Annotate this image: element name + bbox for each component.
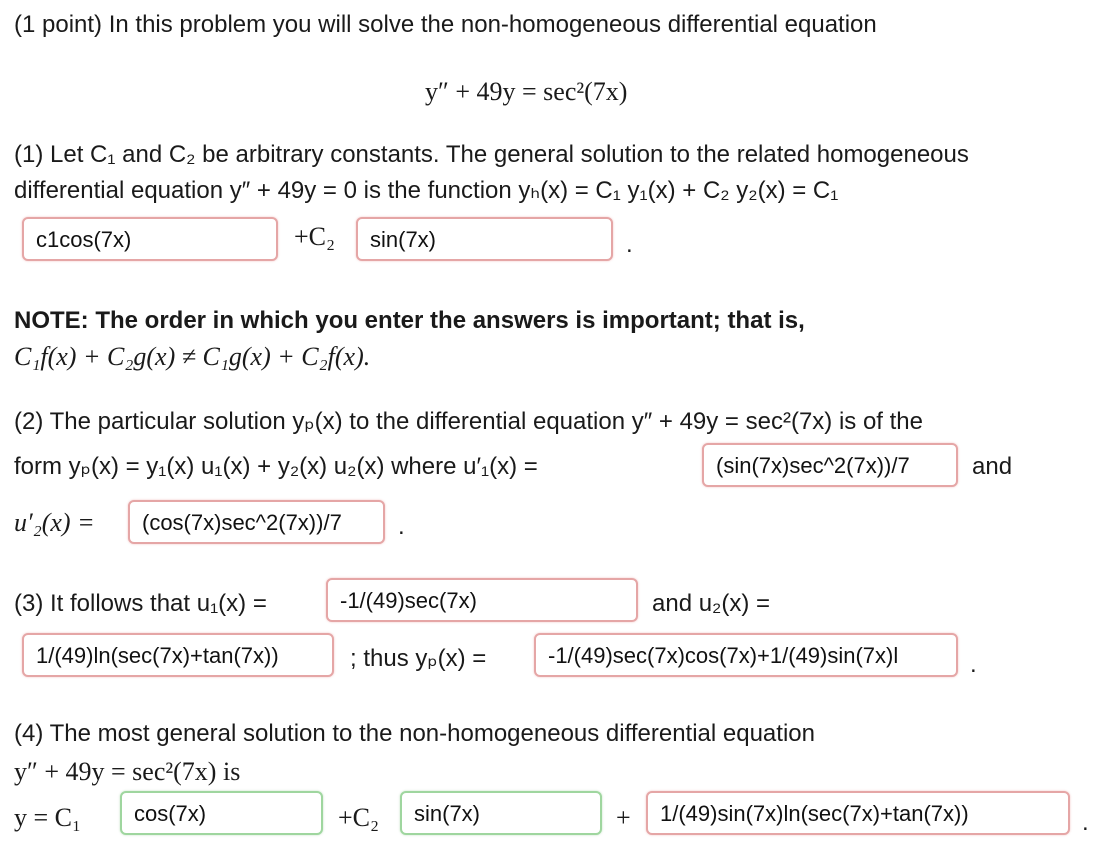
- part4-line2: y″ + 49y = sec²(7x) is: [14, 757, 241, 786]
- answer-u1-input[interactable]: -1/(49)sec(7x): [326, 578, 638, 622]
- answer-c-input[interactable]: 1/(49)sin(7x)ln(sec(7x)+tan(7x)): [646, 791, 1070, 835]
- part1-line1: (1) Let C₁ and C₂ be arbitrary constants. The general solution to the related homogeneous: [14, 141, 969, 168]
- period: .: [1082, 809, 1089, 836]
- answer-u2-input[interactable]: 1/(49)ln(sec(7x)+tan(7x)): [22, 633, 334, 677]
- answer-y2-input[interactable]: sin(7x): [356, 217, 613, 261]
- answer-u1-prime-input[interactable]: (sin(7x)sec^2(7x))/7: [702, 443, 958, 487]
- part1-line2: differential equation y″ + 49y = 0 is the function yₕ(x) = C₁ y₁(x) + C₂ y₂(x) = C₁: [14, 177, 839, 204]
- period: .: [970, 651, 977, 678]
- and-label: and: [972, 453, 1013, 480]
- plus-c2-label: +C₂: [294, 222, 336, 251]
- answer-a-input[interactable]: cos(7x): [120, 791, 323, 835]
- thus-yp-label: ; thus yₚ(x) =: [350, 645, 487, 672]
- answer-yp-input[interactable]: -1/(49)sec(7x)cos(7x)+1/(49)sin(7x)l: [534, 633, 958, 677]
- part4-line1: (4) The most general solution to the non-homogeneous differential equation: [14, 720, 815, 747]
- plus-c2-label: +C₂: [338, 803, 380, 832]
- period: .: [626, 231, 633, 258]
- answer-u2-prime-input[interactable]: (cos(7x)sec^2(7x))/7: [128, 500, 385, 544]
- note-line2: C₁f(x) + C₂g(x) ≠ C₁g(x) + C₂f(x).: [14, 342, 371, 371]
- u2-prime-label: u′₂(x) =: [14, 508, 95, 537]
- main-equation: y″ + 49y = sec²(7x): [425, 77, 628, 106]
- part2-line1: (2) The particular solution yₚ(x) to the differential equation y″ + 49y = sec²(7x) is of the: [14, 408, 923, 435]
- and-u2-label: and u₂(x) =: [652, 590, 771, 617]
- part3-line1: (3) It follows that u₁(x) =: [14, 590, 267, 617]
- problem-intro: (1 point) In this problem you will solve the non-homogeneous differential equation: [14, 11, 877, 38]
- note-line1: NOTE: The order in which you enter the answers is important; that is,: [14, 307, 805, 334]
- plus-label: +: [616, 803, 631, 832]
- period: .: [398, 513, 405, 540]
- answer-y1-input[interactable]: c1cos(7x): [22, 217, 278, 261]
- answer-b-input[interactable]: sin(7x): [400, 791, 602, 835]
- y-equals-c1-label: y = C₁: [14, 803, 82, 832]
- part2-line2: form yₚ(x) = y₁(x) u₁(x) + y₂(x) u₂(x) where u′₁(x) =: [14, 453, 538, 480]
